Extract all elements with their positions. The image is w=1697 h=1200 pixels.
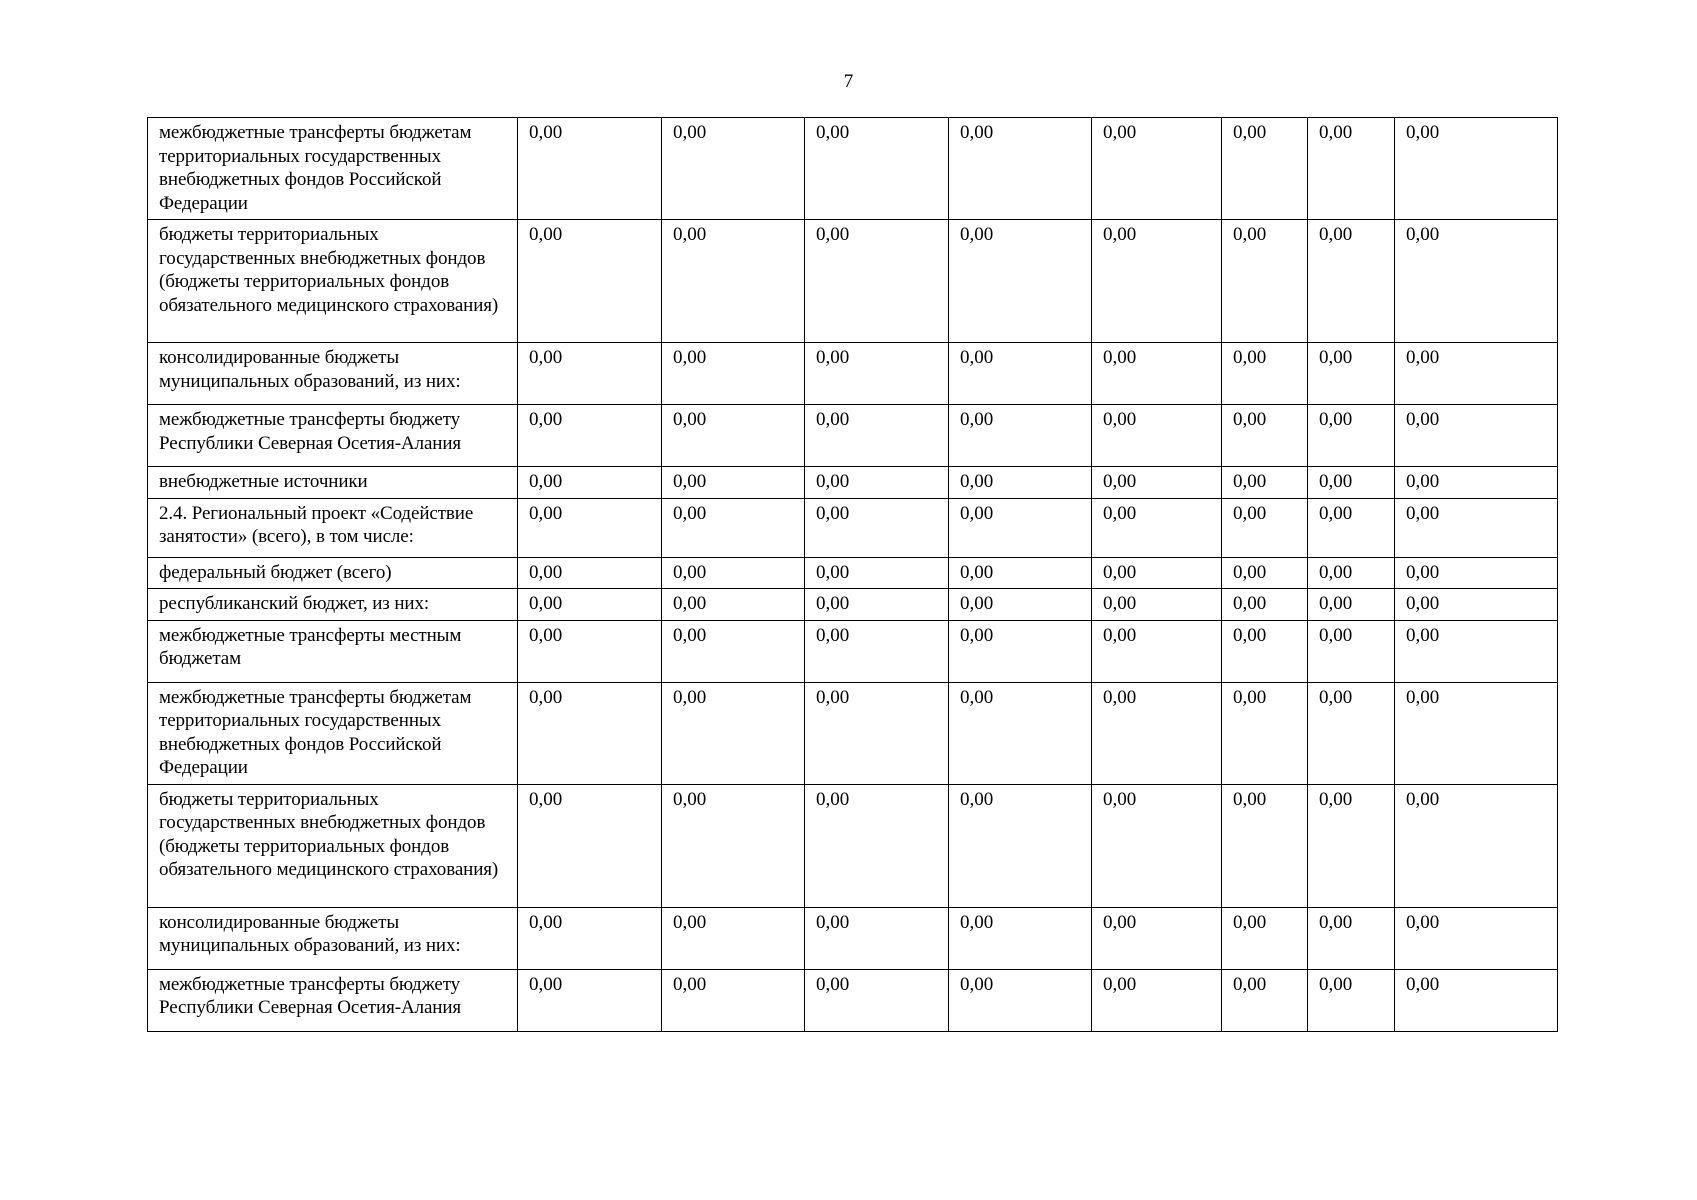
value-cell: 0,00 (1395, 784, 1558, 907)
value-cell: 0,00 (1222, 557, 1308, 589)
value-cell: 0,00 (518, 557, 662, 589)
value-cell: 0,00 (949, 589, 1092, 621)
table-row (148, 620, 1558, 682)
value-cell: 0,00 (1092, 589, 1222, 621)
value-cell: 0,00 (1092, 405, 1222, 467)
value-cell: 0,00 (518, 405, 662, 467)
value-cell: 0,00 (949, 969, 1092, 1031)
value-cell: 0,00 (662, 682, 805, 784)
value-cell: 0,00 (1092, 343, 1222, 405)
value-cell: 0,00 (1308, 969, 1395, 1031)
table-row (148, 784, 1558, 907)
value-cell: 0,00 (1395, 118, 1558, 220)
row-label: республиканский бюджет, из них: (148, 589, 518, 621)
value-cell: 0,00 (949, 220, 1092, 343)
row-label: консолидированные бюджеты муниципальных образований, из них: (148, 907, 518, 969)
value-cell: 0,00 (1308, 220, 1395, 343)
row-label: межбюджетные трансферты бюджетам территориальных государственных внебюджетных фондов Российской Федерации (148, 118, 518, 220)
row-label: межбюджетные трансферты местным бюджетам (148, 620, 518, 682)
value-cell: 0,00 (1308, 784, 1395, 907)
value-cell: 0,00 (1308, 557, 1395, 589)
value-cell: 0,00 (805, 467, 949, 499)
value-cell: 0,00 (1395, 467, 1558, 499)
value-cell: 0,00 (1395, 557, 1558, 589)
row-label: бюджеты территориальных государственных внебюджетных фондов (бюджеты территориальных фондов обязательного медицинского страхования) (148, 784, 518, 907)
value-cell: 0,00 (1092, 557, 1222, 589)
table-row (148, 557, 1558, 589)
value-cell: 0,00 (662, 405, 805, 467)
value-cell: 0,00 (1222, 118, 1308, 220)
value-cell: 0,00 (1308, 620, 1395, 682)
value-cell: 0,00 (805, 620, 949, 682)
value-cell: 0,00 (949, 343, 1092, 405)
value-cell: 0,00 (518, 682, 662, 784)
value-cell: 0,00 (1092, 969, 1222, 1031)
table-row (148, 343, 1558, 405)
value-cell: 0,00 (1308, 405, 1395, 467)
value-cell: 0,00 (662, 118, 805, 220)
value-cell: 0,00 (805, 118, 949, 220)
value-cell: 0,00 (662, 784, 805, 907)
value-cell: 0,00 (1222, 467, 1308, 499)
value-cell: 0,00 (1092, 784, 1222, 907)
value-cell: 0,00 (1092, 682, 1222, 784)
value-cell: 0,00 (805, 682, 949, 784)
value-cell: 0,00 (1222, 498, 1308, 557)
value-cell: 0,00 (805, 405, 949, 467)
value-cell: 0,00 (949, 620, 1092, 682)
value-cell: 0,00 (1308, 589, 1395, 621)
value-cell: 0,00 (805, 557, 949, 589)
table-row (148, 405, 1558, 467)
value-cell: 0,00 (805, 343, 949, 405)
table-row (148, 682, 1558, 784)
value-cell: 0,00 (1092, 907, 1222, 969)
value-cell: 0,00 (662, 498, 805, 557)
value-cell: 0,00 (518, 620, 662, 682)
value-cell: 0,00 (1395, 498, 1558, 557)
row-label: бюджеты территориальных государственных внебюджетных фондов (бюджеты территориальных фондов обязательного медицинского страхования) (148, 220, 518, 343)
value-cell: 0,00 (518, 784, 662, 907)
value-cell: 0,00 (1222, 907, 1308, 969)
value-cell: 0,00 (1308, 682, 1395, 784)
value-cell: 0,00 (949, 557, 1092, 589)
row-label: межбюджетные трансферты бюджету Республики Северная Осетия-Алания (148, 969, 518, 1031)
value-cell: 0,00 (518, 220, 662, 343)
value-cell: 0,00 (518, 907, 662, 969)
value-cell: 0,00 (1222, 682, 1308, 784)
value-cell: 0,00 (662, 467, 805, 499)
value-cell: 0,00 (1092, 220, 1222, 343)
row-label: межбюджетные трансферты бюджетам территориальных государственных внебюджетных фондов Российской Федерации (148, 682, 518, 784)
value-cell: 0,00 (805, 784, 949, 907)
value-cell: 0,00 (1395, 969, 1558, 1031)
value-cell: 0,00 (1092, 467, 1222, 499)
value-cell: 0,00 (518, 118, 662, 220)
value-cell: 0,00 (662, 557, 805, 589)
value-cell: 0,00 (805, 589, 949, 621)
value-cell: 0,00 (1395, 343, 1558, 405)
value-cell: 0,00 (662, 343, 805, 405)
value-cell: 0,00 (1308, 118, 1395, 220)
value-cell: 0,00 (518, 589, 662, 621)
value-cell: 0,00 (1308, 498, 1395, 557)
value-cell: 0,00 (805, 907, 949, 969)
value-cell: 0,00 (1222, 784, 1308, 907)
row-label: консолидированные бюджеты муниципальных образований, из них: (148, 343, 518, 405)
value-cell: 0,00 (805, 220, 949, 343)
value-cell: 0,00 (949, 682, 1092, 784)
value-cell: 0,00 (662, 620, 805, 682)
value-cell: 0,00 (805, 969, 949, 1031)
value-cell: 0,00 (662, 589, 805, 621)
table-row (148, 498, 1558, 557)
value-cell: 0,00 (1395, 589, 1558, 621)
value-cell: 0,00 (662, 220, 805, 343)
row-label: межбюджетные трансферты бюджету Республики Северная Осетия-Алания (148, 405, 518, 467)
value-cell: 0,00 (949, 405, 1092, 467)
value-cell: 0,00 (518, 969, 662, 1031)
value-cell: 0,00 (1395, 907, 1558, 969)
value-cell: 0,00 (662, 969, 805, 1031)
value-cell: 0,00 (518, 498, 662, 557)
value-cell: 0,00 (1222, 343, 1308, 405)
row-label: федеральный бюджет (всего) (148, 557, 518, 589)
value-cell: 0,00 (949, 467, 1092, 499)
value-cell: 0,00 (949, 498, 1092, 557)
value-cell: 0,00 (949, 907, 1092, 969)
row-label: 2.4. Региональный проект «Содействие занятости» (всего), в том числе: (148, 498, 518, 557)
table-row (148, 969, 1558, 1031)
budget-table (147, 117, 1558, 1032)
page-number: 7 (843, 71, 854, 92)
value-cell: 0,00 (1395, 405, 1558, 467)
value-cell: 0,00 (1222, 620, 1308, 682)
value-cell: 0,00 (1222, 589, 1308, 621)
value-cell: 0,00 (1222, 969, 1308, 1031)
value-cell: 0,00 (662, 907, 805, 969)
value-cell: 0,00 (1222, 405, 1308, 467)
value-cell: 0,00 (518, 343, 662, 405)
value-cell: 0,00 (1395, 220, 1558, 343)
table-row (148, 589, 1558, 621)
value-cell: 0,00 (518, 467, 662, 499)
value-cell: 0,00 (1092, 620, 1222, 682)
value-cell: 0,00 (949, 118, 1092, 220)
table-row (148, 467, 1558, 499)
row-label: внебюджетные источники (148, 467, 518, 499)
value-cell: 0,00 (1308, 467, 1395, 499)
value-cell: 0,00 (1308, 907, 1395, 969)
value-cell: 0,00 (949, 784, 1092, 907)
value-cell: 0,00 (1092, 118, 1222, 220)
value-cell: 0,00 (1092, 498, 1222, 557)
value-cell: 0,00 (1395, 682, 1558, 784)
value-cell: 0,00 (1222, 220, 1308, 343)
table-row (148, 118, 1558, 220)
value-cell: 0,00 (1395, 620, 1558, 682)
value-cell: 0,00 (1308, 343, 1395, 405)
table-row (148, 907, 1558, 969)
table-row (148, 220, 1558, 343)
value-cell: 0,00 (805, 498, 949, 557)
